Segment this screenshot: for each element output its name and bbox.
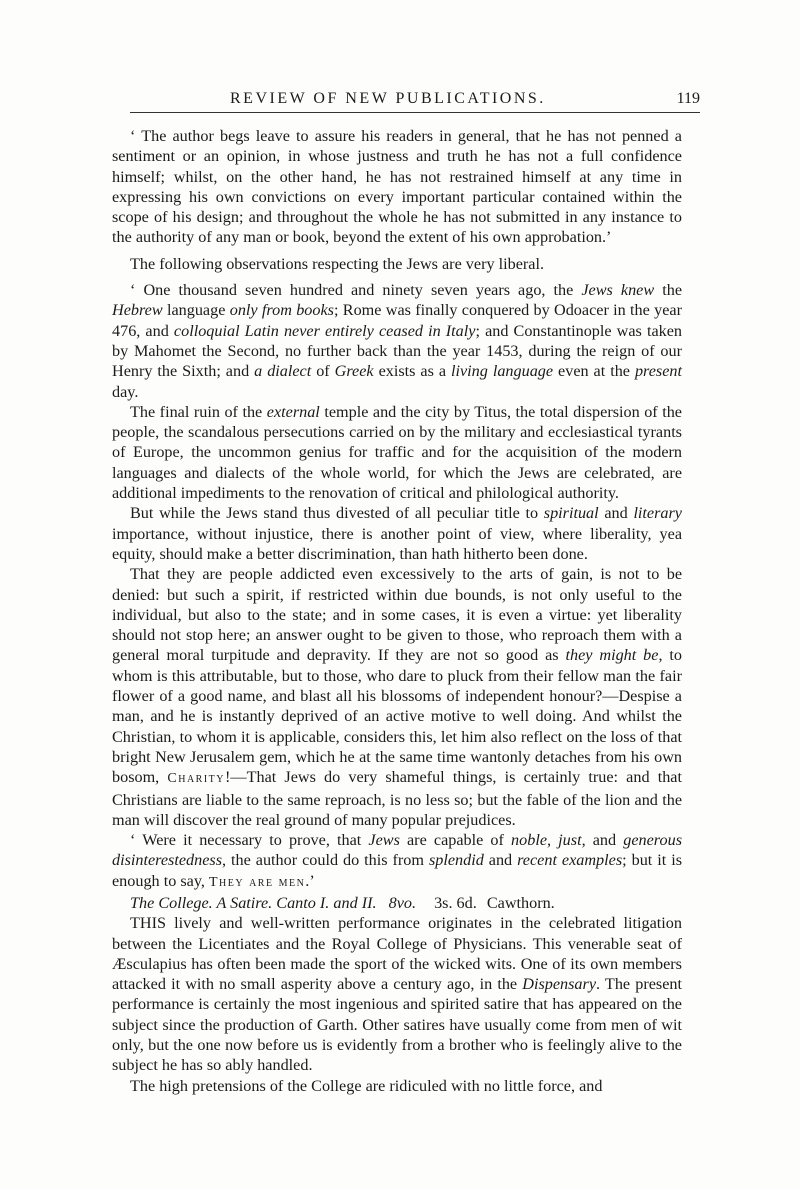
italic-text: present	[634, 362, 682, 381]
italic-text: Dispensary	[522, 975, 597, 994]
text-run: ‘ Were it necessary to prove, that	[130, 831, 369, 850]
paragraph	[112, 830, 682, 893]
text-run: The final ruin of the	[130, 402, 267, 421]
italic-text: literary	[633, 504, 682, 523]
text-run: ; and Constantinople was taken by Mahomet the Second, no further back than the year 1453, during the reign of our Henry the Sixth; and	[112, 321, 683, 381]
text-run: the	[654, 281, 683, 300]
text-run: temple and the city by Titus, the total dispersion of the people, the scandalous persecutions carried on by the military and ecclesiastical tyrants of Europe, the uncommon genius for traffic and for the acquisition of the modern languages and dialects of the whole world, for which the Jews are celebrated, are additional impediments to the renovation of critical and philological authority.	[112, 402, 682, 503]
text-run: THIS lively and well-written performance originates in the celebrated litigation between the Licentiates and the Royal College of Physicians. This venerable seat of Æsculapius has often been made the sport of the wicked wits. One of its own members attacked it with no small asperity above a century ago, in the	[112, 914, 682, 994]
paragraph	[112, 126, 682, 248]
italic-text: noble, just,	[511, 831, 586, 850]
small-caps-text: They are men	[208, 874, 306, 890]
text-run: ‘ One thousand seven hundred and ninety seven years ago, the	[130, 281, 582, 300]
italic-text: colloquial Latin never entirely ceased in Italy	[173, 321, 476, 340]
text-run: The following observations respecting the Jews are very liberal.	[130, 254, 544, 273]
text-run: But while the Jews stand thus divested of all peculiar title to	[130, 504, 544, 523]
italic-text: recent examples	[517, 851, 623, 870]
page-number: 119	[676, 90, 700, 107]
italic-text: Jews knew	[581, 281, 655, 300]
review-format: 8vo.	[388, 893, 417, 912]
text-run: of	[311, 362, 335, 381]
text-run: language	[162, 301, 230, 320]
review-publisher: Cawthorn.	[486, 893, 555, 912]
italic-text: Greek	[334, 362, 374, 381]
text-run: ; but it is enough to say,	[112, 851, 682, 890]
text-run: are capable of	[399, 831, 512, 850]
paragraph	[112, 402, 682, 503]
text-run: .’	[305, 871, 315, 890]
paragraph	[112, 1076, 682, 1096]
italic-text: a dialect	[254, 362, 312, 381]
text-run: The high pretensions of the College are ridiculed with no little force, and	[130, 1076, 603, 1095]
body-text	[112, 126, 682, 1096]
text-run: and	[483, 851, 518, 870]
small-caps-text: Charity	[167, 771, 226, 787]
text-run: exists as a	[373, 362, 451, 381]
text-run: and	[598, 504, 634, 523]
text-run: even at the	[553, 362, 635, 381]
paragraph	[112, 503, 682, 564]
review-heading	[112, 893, 682, 913]
italic-text: Jews	[368, 831, 400, 850]
italic-text: they might be	[565, 646, 659, 665]
text-run: day.	[112, 382, 139, 401]
review-title: The College. A Satire. Canto I. and II.	[130, 893, 377, 912]
text-run: , to whom is this attributable, but to those, who dare to pluck from their fellow man the fair flower of a good name, and blast all his blossoms of independent honour?—Despise a man, and he is instantly deprived of an active motive to well doing. And whilst the Christian, to whom it is applicable, considers this, let him also reflect on the loss of that bright New Jerusalem gem, which he at the same time wantonly detaches from his own bosom,	[112, 646, 682, 787]
text-run: importance, without injustice, there is another point of view, where liberality, yea equity, should make a better discrimination, than hath hitherto been done.	[112, 524, 682, 563]
text-run: That they are people addicted even excessively to the arts of gain, is not to be denied: but such a spirit, if restricted within due bounds, is not only useful to the individual, but also to the state; and in some cases, it is even a virtue: yet liberality should not stop here; an answer ought to be given to those, who reproach them with a general moral turpitude and depravity. If they are not so good as	[112, 565, 682, 665]
text-run: !—That Jews do very shameful things, is certainly true: and that Christians are liable to the same reproach, is no less so; but the fable of the lion and the man will discover the real ground of many popular prejudices.	[112, 768, 682, 829]
paragraph	[112, 564, 682, 830]
paragraph	[112, 913, 682, 1075]
paragraph	[112, 280, 682, 402]
text-run: . The present performance is certainly the most ingenious and spirited satire that has appeared on the subject since the production of Garth. Other satires have usually come from men of wit only, but the one now before us is evidently from a brother who is feelingly alive to the subject he has so ably handled.	[112, 975, 682, 1075]
review-price: 3s. 6d.	[434, 893, 477, 912]
italic-text: Hebrew	[112, 301, 163, 320]
italic-text: living language	[451, 362, 554, 381]
page-header	[130, 90, 700, 113]
paragraphs-before-review	[112, 126, 682, 893]
italic-text: spiritual	[543, 504, 599, 523]
text-run: ‘ The author begs leave to assure his readers in general, that he has not penned a sentiment or an opinion, in whose justness and truth he has not a full confidence himself; whilst, on the other hand, he has not restrained himself at any time in expressing his own convictions on every important particular contained within the scope of his design; and throughout the whole he has not submitted in any instance to the authority of any man or book, beyond the extent of his own approbation.’	[112, 127, 682, 247]
italic-text: only from books	[229, 301, 334, 320]
italic-text: splendid	[428, 851, 484, 870]
text-run: , the author could do this from	[222, 851, 429, 870]
italic-text: external	[266, 402, 320, 421]
running-head: REVIEW OF NEW PUBLICATIONS.	[230, 90, 546, 107]
text-run: ; Rome was finally conquered by Odoacer in the year 476, and	[112, 301, 682, 340]
italic-text: generous disinterestedness	[112, 831, 682, 870]
text-run: and	[585, 831, 624, 850]
review-paragraphs	[112, 913, 682, 1096]
paragraph	[112, 254, 682, 274]
